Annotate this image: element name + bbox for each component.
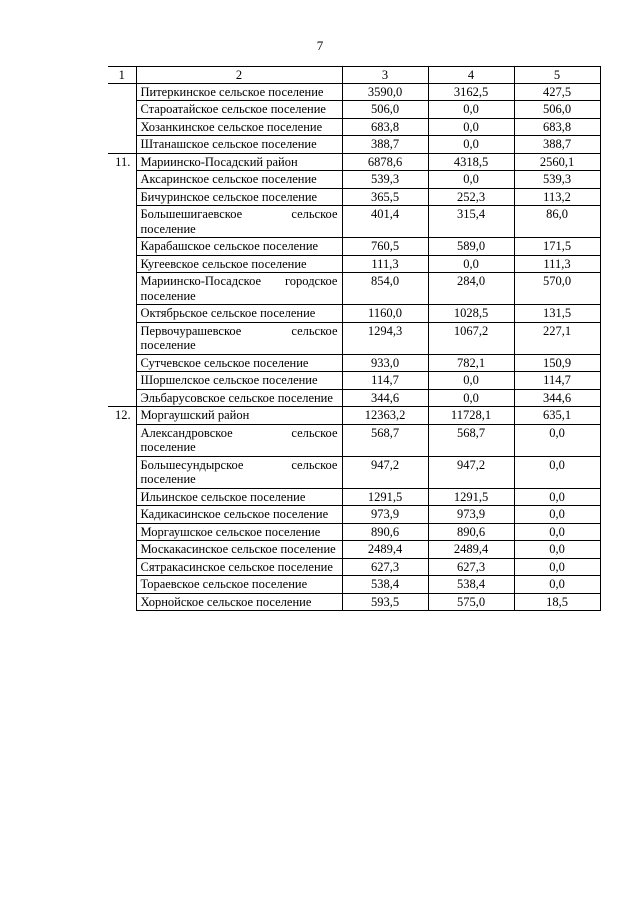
value-col-3: 111,3	[342, 255, 428, 273]
table-row	[108, 188, 600, 206]
table-row	[108, 118, 600, 136]
value-col-4: 568,7	[428, 424, 514, 456]
value-col-5: 0,0	[514, 541, 600, 559]
table-row	[108, 576, 600, 594]
settlement-name: Хорнойское сельское поселение	[136, 593, 342, 611]
table-row	[108, 136, 600, 154]
table-row	[108, 101, 600, 119]
value-col-5: 570,0	[514, 273, 600, 305]
value-col-3: 365,5	[342, 188, 428, 206]
value-col-4: 252,3	[428, 188, 514, 206]
settlement-name: Бичуринское сельское поселение	[136, 188, 342, 206]
settlement-name: Шоршелское сельское поселение	[136, 372, 342, 390]
value-col-5: 0,0	[514, 576, 600, 594]
value-col-4: 284,0	[428, 273, 514, 305]
table-row	[108, 354, 600, 372]
value-col-5: 427,5	[514, 83, 600, 101]
settlement-name: Хозанкинское сельское поселение	[136, 118, 342, 136]
value-col-4: 973,9	[428, 506, 514, 524]
table-row	[108, 558, 600, 576]
row-number: 12.	[108, 407, 136, 425]
value-col-3: 538,4	[342, 576, 428, 594]
row-number	[108, 238, 136, 256]
value-col-3: 568,7	[342, 424, 428, 456]
settlement-name: Аксаринское сельское поселение	[136, 171, 342, 189]
settlement-name: Кадикасинское сельское поселение	[136, 506, 342, 524]
value-col-3: 947,2	[342, 456, 428, 488]
column-header: 1	[108, 67, 136, 84]
table-row	[108, 407, 600, 425]
value-col-4: 0,0	[428, 389, 514, 407]
value-col-3: 683,8	[342, 118, 428, 136]
value-col-4: 11728,1	[428, 407, 514, 425]
row-number	[108, 456, 136, 488]
value-col-4: 1067,2	[428, 322, 514, 354]
value-col-5: 131,5	[514, 305, 600, 323]
value-col-5: 506,0	[514, 101, 600, 119]
value-col-4: 315,4	[428, 206, 514, 238]
settlement-name: Кугеевское сельское поселение	[136, 255, 342, 273]
table-row	[108, 273, 600, 305]
value-col-3: 344,6	[342, 389, 428, 407]
data-table	[108, 66, 601, 611]
value-col-4: 0,0	[428, 101, 514, 119]
value-col-4: 575,0	[428, 593, 514, 611]
row-number	[108, 118, 136, 136]
value-col-3: 114,7	[342, 372, 428, 390]
value-col-4: 3162,5	[428, 83, 514, 101]
value-col-5: 111,3	[514, 255, 600, 273]
row-number	[108, 83, 136, 101]
row-number	[108, 188, 136, 206]
table-row	[108, 255, 600, 273]
table-row	[108, 153, 600, 171]
value-col-3: 627,3	[342, 558, 428, 576]
value-col-5: 635,1	[514, 407, 600, 425]
value-col-5: 388,7	[514, 136, 600, 154]
value-col-3: 2489,4	[342, 541, 428, 559]
row-number	[108, 255, 136, 273]
row-number	[108, 558, 136, 576]
row-number	[108, 541, 136, 559]
settlement-name: Александровское сельское поселение	[136, 424, 342, 456]
settlement-name: Староатайское сельское поселение	[136, 101, 342, 119]
column-header: 4	[428, 67, 514, 84]
value-col-4: 538,4	[428, 576, 514, 594]
value-col-4: 0,0	[428, 255, 514, 273]
value-col-5: 0,0	[514, 456, 600, 488]
value-col-4: 0,0	[428, 372, 514, 390]
settlement-name: Питеркинское сельское поселение	[136, 83, 342, 101]
settlement-name: Карабашское сельское поселение	[136, 238, 342, 256]
table-row	[108, 322, 600, 354]
row-number	[108, 273, 136, 305]
row-number	[108, 322, 136, 354]
settlement-name: Москакасинское сельское поселение	[136, 541, 342, 559]
table-row	[108, 206, 600, 238]
value-col-5: 344,6	[514, 389, 600, 407]
settlement-name: Сятракасинское сельское поселение	[136, 558, 342, 576]
row-number	[108, 136, 136, 154]
row-number	[108, 488, 136, 506]
value-col-5: 683,8	[514, 118, 600, 136]
column-header: 5	[514, 67, 600, 84]
value-col-4: 627,3	[428, 558, 514, 576]
column-header: 3	[342, 67, 428, 84]
row-number	[108, 424, 136, 456]
settlement-name: Эльбарусовское сельское поселение	[136, 389, 342, 407]
settlement-name: Сутчевское сельское поселение	[136, 354, 342, 372]
value-col-3: 973,9	[342, 506, 428, 524]
settlement-name: Моргаушское сельское поселение	[136, 523, 342, 541]
value-col-3: 890,6	[342, 523, 428, 541]
value-col-3: 6878,6	[342, 153, 428, 171]
value-col-3: 3590,0	[342, 83, 428, 101]
value-col-5: 227,1	[514, 322, 600, 354]
value-col-5: 0,0	[514, 558, 600, 576]
value-col-3: 1294,3	[342, 322, 428, 354]
row-number	[108, 506, 136, 524]
value-col-4: 1028,5	[428, 305, 514, 323]
table-row	[108, 488, 600, 506]
row-number	[108, 593, 136, 611]
value-col-4: 1291,5	[428, 488, 514, 506]
value-col-4: 0,0	[428, 118, 514, 136]
settlement-name: Тораевское сельское поселение	[136, 576, 342, 594]
table-row	[108, 305, 600, 323]
row-number	[108, 171, 136, 189]
settlement-name: Первочурашевское сельское поселение	[136, 322, 342, 354]
table-row	[108, 83, 600, 101]
table-row	[108, 523, 600, 541]
settlement-name: Большешигаевское сельское поселение	[136, 206, 342, 238]
table-row	[108, 424, 600, 456]
settlement-name: Штанашское сельское поселение	[136, 136, 342, 154]
row-number	[108, 372, 136, 390]
value-col-5: 113,2	[514, 188, 600, 206]
table-row	[108, 593, 600, 611]
table-row	[108, 238, 600, 256]
value-col-3: 12363,2	[342, 407, 428, 425]
column-header: 2	[136, 67, 342, 84]
settlement-name: Ильинское сельское поселение	[136, 488, 342, 506]
settlement-name: Октябрьское сельское поселение	[136, 305, 342, 323]
table-row	[108, 389, 600, 407]
table-row	[108, 372, 600, 390]
value-col-3: 933,0	[342, 354, 428, 372]
value-col-5: 150,9	[514, 354, 600, 372]
table-row	[108, 456, 600, 488]
value-col-3: 1160,0	[342, 305, 428, 323]
row-number	[108, 389, 136, 407]
value-col-4: 782,1	[428, 354, 514, 372]
table-row	[108, 506, 600, 524]
table-header-row	[108, 67, 600, 84]
settlement-name: Большесундырское сельское поселение	[136, 456, 342, 488]
table-row	[108, 171, 600, 189]
value-col-5: 539,3	[514, 171, 600, 189]
settlement-name: Мариинско-Посадское городское поселение	[136, 273, 342, 305]
value-col-4: 0,0	[428, 171, 514, 189]
value-col-5: 0,0	[514, 488, 600, 506]
row-number	[108, 206, 136, 238]
value-col-3: 760,5	[342, 238, 428, 256]
row-number	[108, 523, 136, 541]
value-col-3: 854,0	[342, 273, 428, 305]
value-col-4: 589,0	[428, 238, 514, 256]
value-col-4: 2489,4	[428, 541, 514, 559]
table-row	[108, 541, 600, 559]
value-col-3: 1291,5	[342, 488, 428, 506]
page-number: 7	[316, 38, 324, 53]
value-col-3: 388,7	[342, 136, 428, 154]
value-col-3: 593,5	[342, 593, 428, 611]
value-col-5: 114,7	[514, 372, 600, 390]
settlement-name: Мариинско-Посадский район	[136, 153, 342, 171]
row-number	[108, 305, 136, 323]
value-col-4: 947,2	[428, 456, 514, 488]
value-col-5: 18,5	[514, 593, 600, 611]
value-col-5: 0,0	[514, 506, 600, 524]
row-number: 11.	[108, 153, 136, 171]
row-number	[108, 101, 136, 119]
row-number	[108, 354, 136, 372]
value-col-5: 86,0	[514, 206, 600, 238]
value-col-4: 4318,5	[428, 153, 514, 171]
value-col-5: 2560,1	[514, 153, 600, 171]
value-col-3: 506,0	[342, 101, 428, 119]
value-col-5: 0,0	[514, 523, 600, 541]
value-col-5: 0,0	[514, 424, 600, 456]
value-col-3: 401,4	[342, 206, 428, 238]
value-col-5: 171,5	[514, 238, 600, 256]
settlement-name: Моргаушский район	[136, 407, 342, 425]
value-col-4: 0,0	[428, 136, 514, 154]
row-number	[108, 576, 136, 594]
value-col-3: 539,3	[342, 171, 428, 189]
value-col-4: 890,6	[428, 523, 514, 541]
